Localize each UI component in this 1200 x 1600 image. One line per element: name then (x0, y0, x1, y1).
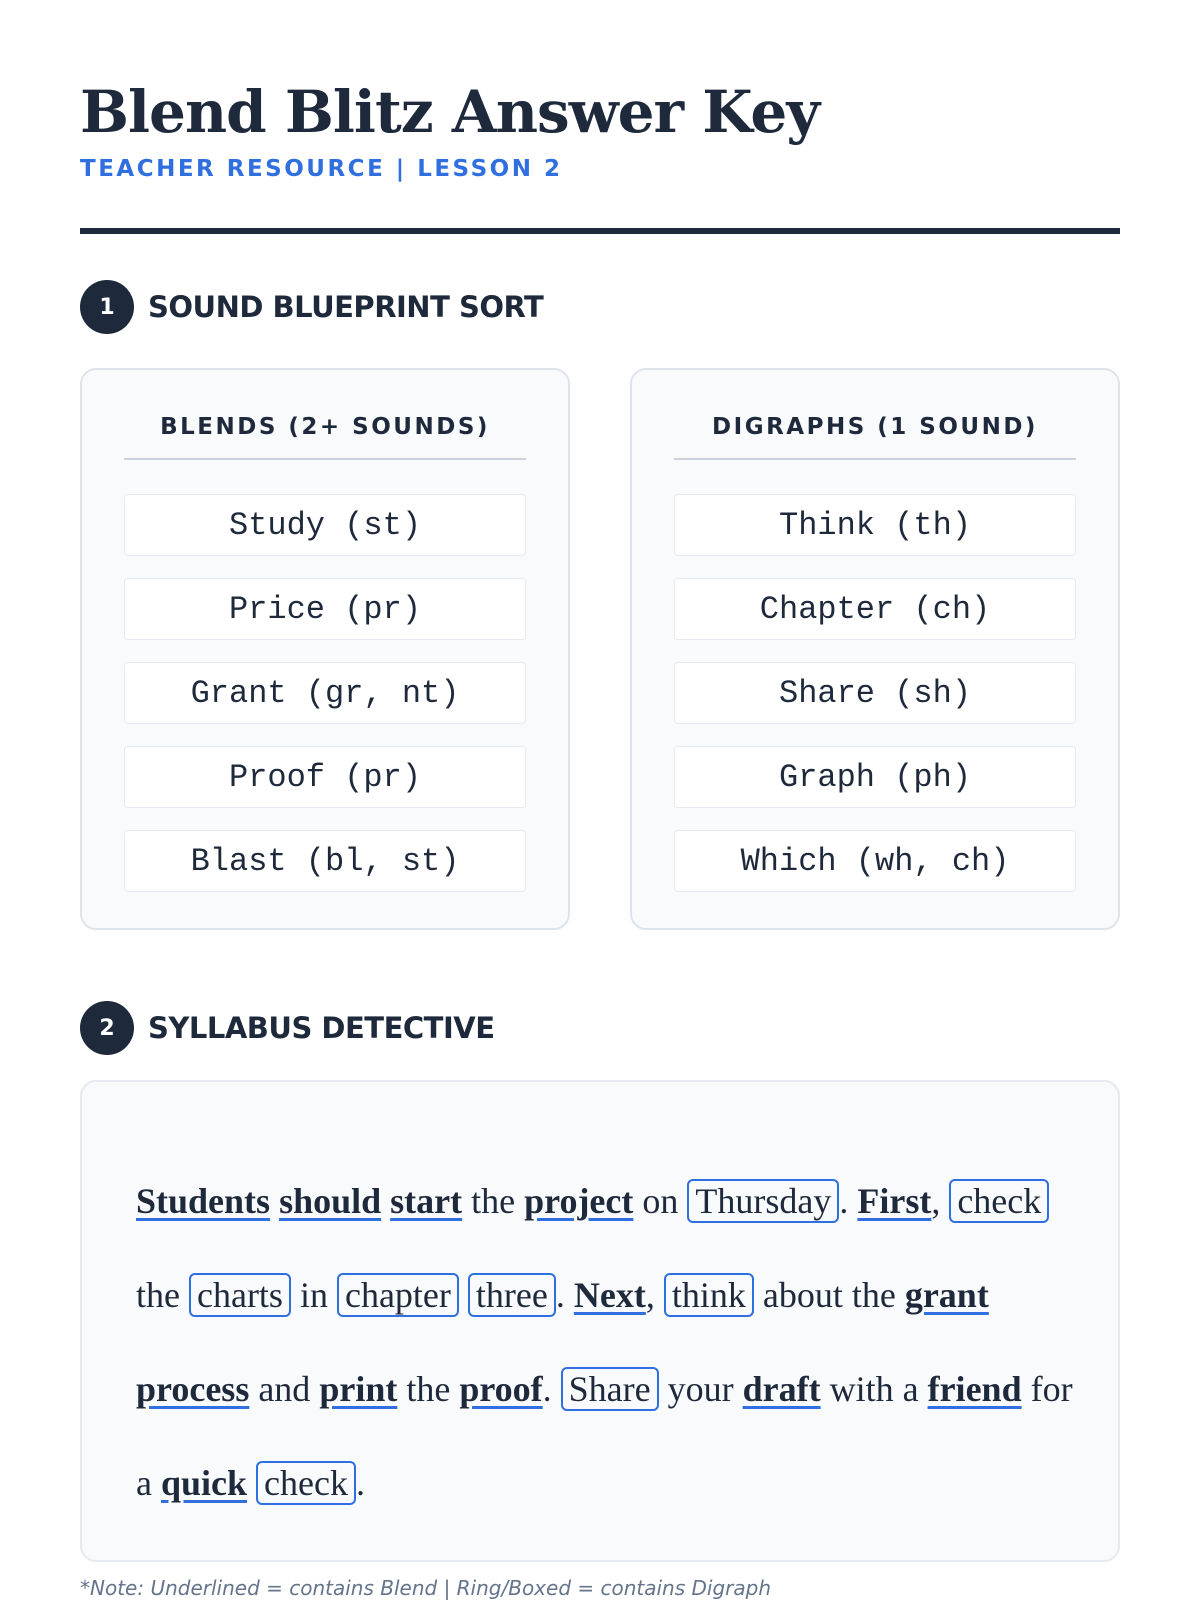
sort-item: Share (sh) (674, 662, 1076, 724)
passage-fragment: . (839, 1181, 858, 1221)
passage-fragment (459, 1275, 468, 1315)
passage-fragment: the (851, 1275, 905, 1315)
digraph-word: charts (189, 1273, 291, 1317)
section-number-badge: 2 (80, 1001, 134, 1055)
sort-item: Which (wh, ch) (674, 830, 1076, 892)
digraphs-heading: DIGRAPHS (1 SOUND) (674, 414, 1076, 460)
passage-fragment: in (290, 1275, 337, 1315)
digraph-word: check (949, 1179, 1049, 1223)
blend-word: Students (136, 1181, 271, 1221)
passage-fragment (821, 1369, 830, 1409)
digraph-word: check (256, 1461, 356, 1505)
passage-card (80, 1080, 1120, 1562)
blends-column (80, 368, 570, 930)
header-divider (80, 228, 1120, 234)
digraphs-list (674, 494, 1076, 914)
sort-item: Think (th) (674, 494, 1076, 556)
sort-item: Graph (ph) (674, 746, 1076, 808)
passage-fragment: . (542, 1369, 561, 1409)
passage-fragment: . (355, 1463, 365, 1503)
passage-fragment: on (633, 1181, 688, 1221)
section-2-header (80, 1001, 495, 1055)
sort-item: Blast (bl, st) (124, 830, 526, 892)
digraph-word: Thursday (687, 1179, 839, 1223)
blend-word: start (390, 1181, 463, 1221)
blend-word: First (857, 1181, 932, 1221)
passage-text (136, 1154, 1086, 1530)
digraph-word: Share (561, 1367, 659, 1411)
page-title: Blend Blitz Answer Key (80, 78, 820, 146)
blend-word: quick (160, 1463, 248, 1503)
digraph-word: think (664, 1273, 754, 1317)
passage-fragment: the (136, 1275, 189, 1315)
blend-word: project (524, 1181, 634, 1221)
passage-fragment: the (462, 1181, 525, 1221)
legend-note: *Note: Underlined = contains Blend | Ring/Boxed = contains Digraph (80, 1576, 772, 1600)
blend-word: should (279, 1181, 382, 1221)
passage-fragment: and (249, 1369, 320, 1409)
blend-word: friend (927, 1369, 1022, 1409)
blend-word: print (319, 1369, 398, 1409)
passage-fragment: for a (136, 1369, 1073, 1503)
digraph-word: three (468, 1273, 556, 1317)
passage-fragment: . (555, 1275, 574, 1315)
digraph-word: chapter (337, 1273, 459, 1317)
passage-fragment: the (397, 1369, 460, 1409)
blend-word: Next (573, 1275, 646, 1315)
blend-word: proof (459, 1369, 543, 1409)
passage-fragment: about (753, 1275, 852, 1315)
page-subtitle: TEACHER RESOURCE | LESSON 2 (80, 156, 563, 182)
section-1-header (80, 280, 543, 334)
digraphs-column (630, 368, 1120, 930)
section-title: SYLLABUS DETECTIVE (148, 1011, 495, 1045)
sort-item: Chapter (ch) (674, 578, 1076, 640)
section-title: SOUND BLUEPRINT SORT (148, 290, 544, 324)
passage-fragment: , (931, 1181, 950, 1221)
passage-fragment: with a (829, 1369, 928, 1409)
blend-word: process (136, 1369, 250, 1409)
sort-item: Proof (pr) (124, 746, 526, 808)
section-number-badge: 1 (80, 280, 134, 334)
blend-word: grant (904, 1275, 989, 1315)
passage-fragment (381, 1181, 390, 1221)
sort-item: Grant (gr, nt) (124, 662, 526, 724)
blends-list (124, 494, 526, 914)
passage-fragment: your (658, 1369, 743, 1409)
passage-fragment (247, 1463, 256, 1503)
blend-word: draft (742, 1369, 821, 1409)
passage-fragment: , (645, 1275, 664, 1315)
sort-item: Price (pr) (124, 578, 526, 640)
sort-item: Study (st) (124, 494, 526, 556)
blends-heading: BLENDS (2+ SOUNDS) (124, 414, 526, 460)
passage-fragment (270, 1181, 279, 1221)
